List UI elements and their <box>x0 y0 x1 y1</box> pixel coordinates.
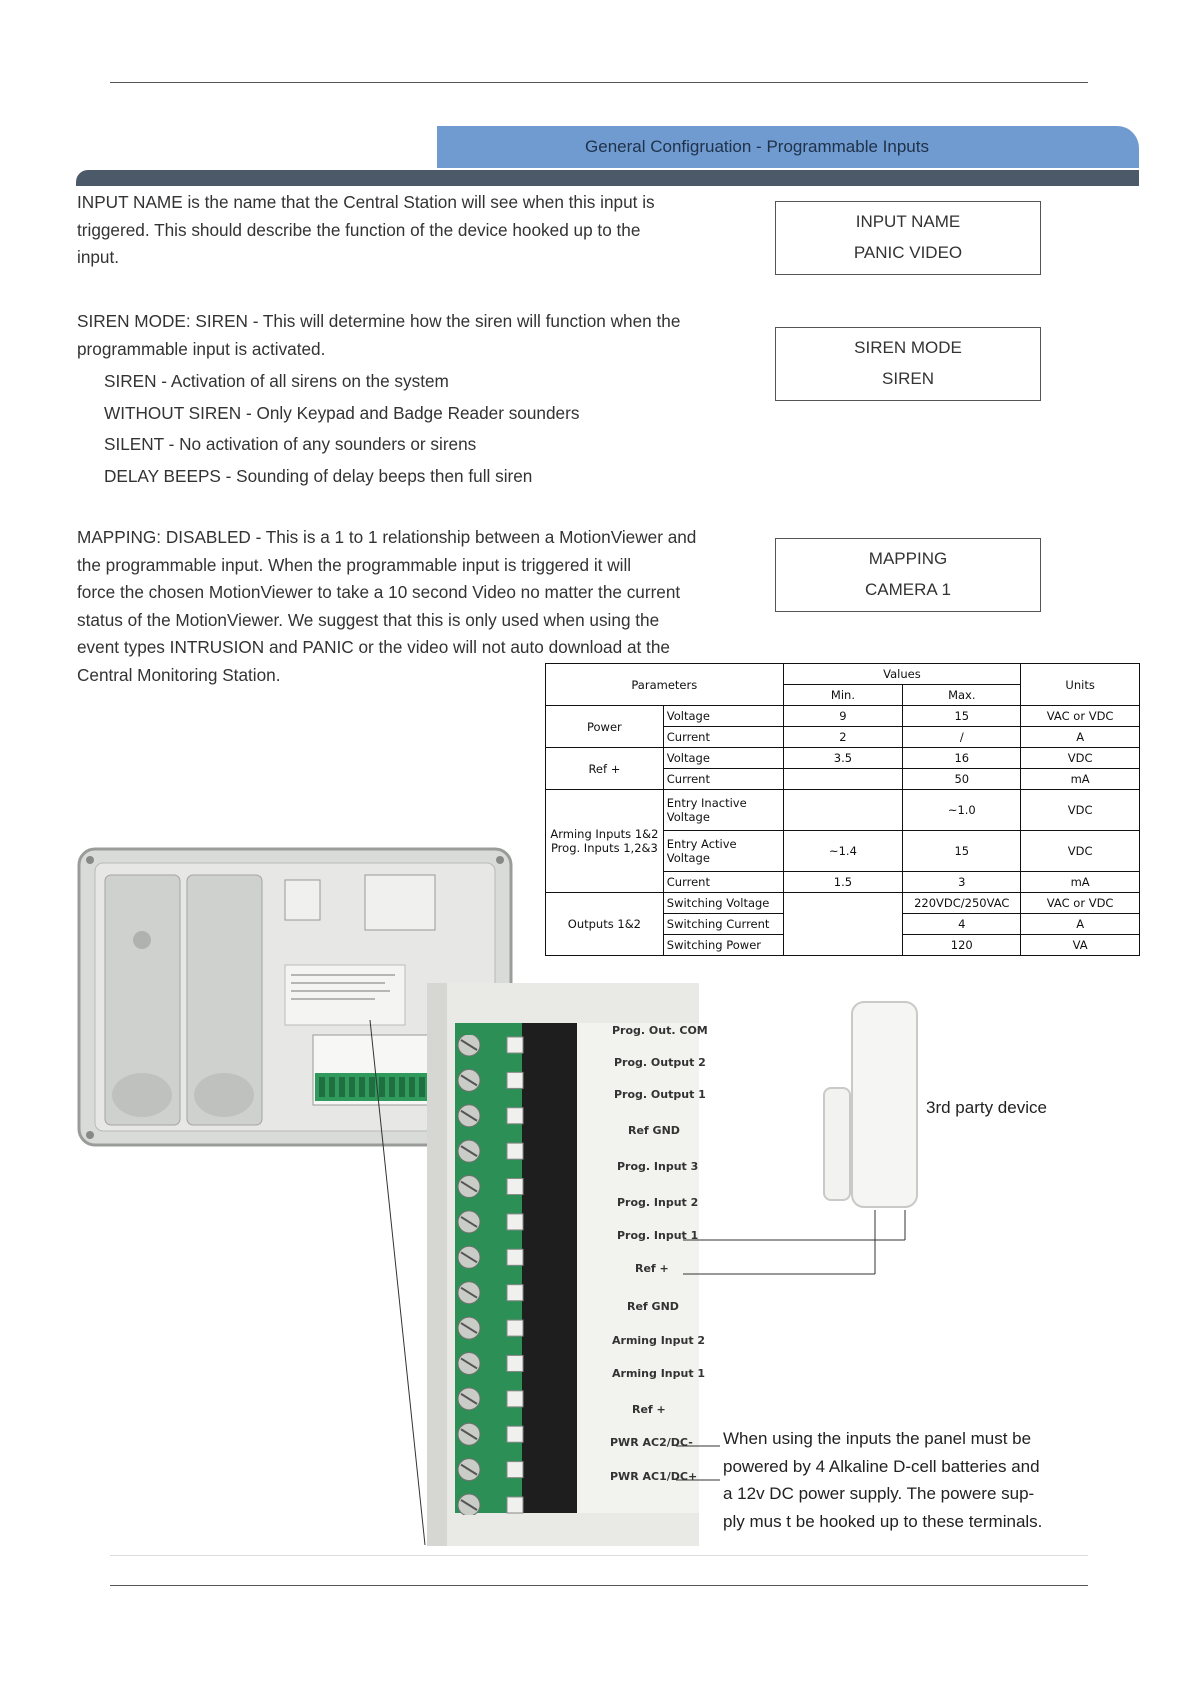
group-arming-line: Prog. Inputs 1,2&3 <box>550 841 658 855</box>
min-cell: 9 <box>783 706 903 727</box>
group-power: Power <box>546 706 664 748</box>
terminal-label: Prog. Output 1 <box>614 1088 706 1101</box>
terminal-pin <box>507 1143 523 1159</box>
table-row <box>546 790 1140 831</box>
param-cell: Switching Current <box>663 914 783 935</box>
param-cell: Current <box>663 872 783 893</box>
text-line: the programmable input. When the programmable input is triggered it will <box>77 554 632 575</box>
bottom-rule <box>110 1585 1088 1586</box>
table-row <box>546 748 1140 769</box>
text-line: a 12v DC power supply. The powere sup- <box>723 1484 1035 1503</box>
terminal-pin <box>507 1320 523 1336</box>
group-outputs: Outputs 1&2 <box>546 893 664 956</box>
header-max: Max. <box>903 685 1021 706</box>
units-cell: VAC or VDC <box>1021 893 1140 914</box>
max-cell: / <box>903 727 1021 748</box>
max-cell: 15 <box>903 706 1021 727</box>
max-cell: 220VDC/250VAC <box>903 893 1021 914</box>
terminal-pin <box>507 1355 523 1371</box>
terminal-label: Ref GND <box>628 1124 680 1137</box>
input-name-label: INPUT NAME <box>855 212 961 231</box>
param-cell: Voltage <box>663 748 783 769</box>
terminal-label: Prog. Output 2 <box>614 1056 706 1069</box>
min-cell: ~1.4 <box>783 831 903 872</box>
param-cell: Voltage <box>663 706 783 727</box>
page-title: General Configruation - Programmable Inputs <box>585 137 929 156</box>
max-cell: 16 <box>903 748 1021 769</box>
siren-option: DELAY BEEPS - Sounding of delay beeps then full siren <box>104 465 533 486</box>
banner-bar <box>76 170 1139 186</box>
units-cell: VA <box>1021 935 1140 956</box>
terminal-pin <box>507 1072 523 1088</box>
siren-mode-options <box>104 366 579 492</box>
units-cell: VDC <box>1021 790 1140 831</box>
power-note <box>723 1425 1042 1535</box>
terminal-label: Prog. Input 1 <box>617 1229 699 1242</box>
text-line: status of the MotionViewer. We suggest that this is only used when using the <box>77 609 660 630</box>
terminal-pin <box>507 1391 523 1407</box>
text-line: When using the inputs the panel must be <box>723 1429 1032 1448</box>
min-cell <box>783 769 903 790</box>
text-line: Central Monitoring Station. <box>77 664 281 685</box>
group-arming <box>546 790 664 893</box>
terminal-label: PWR AC1/DC+ <box>610 1470 698 1483</box>
text-line: force the chosen MotionViewer to take a 10 second Video no matter the current <box>77 582 681 602</box>
siren-mode-label: SIREN MODE <box>854 338 962 357</box>
min-cell <box>783 790 903 831</box>
units-cell: mA <box>1021 769 1140 790</box>
terminal-label: PWR AC2/DC- <box>610 1436 693 1449</box>
max-cell: 15 <box>903 831 1021 872</box>
header-parameters: Parameters <box>546 664 784 706</box>
units-cell: A <box>1021 727 1140 748</box>
param-cell: Switching Voltage <box>663 893 783 914</box>
siren-mode-description <box>77 308 680 363</box>
terminal-label: Prog. Out. COM <box>612 1024 708 1037</box>
text-line: INPUT NAME is the name that the Central Station will see when this input is <box>77 192 655 212</box>
param-cell: Switching Power <box>663 935 783 956</box>
input-name-box <box>775 201 1041 275</box>
param-cell: Current <box>663 769 783 790</box>
param-cell: Entry Active Voltage <box>663 831 783 872</box>
siren-option: SILENT - No activation of any sounders or sirens <box>104 434 477 454</box>
units-cell: VDC <box>1021 748 1140 769</box>
terminal-pin <box>507 1214 523 1230</box>
max-cell: ~1.0 <box>903 790 1021 831</box>
header-min: Min. <box>783 685 903 706</box>
terminal-label: Ref + <box>632 1403 666 1416</box>
siren-mode-box <box>775 327 1041 401</box>
terminal-screws <box>455 1035 535 1515</box>
terminal-pin <box>507 1285 523 1301</box>
min-cell: 3.5 <box>783 748 903 769</box>
mapping-label: MAPPING <box>868 549 948 568</box>
terminal-label: Ref + <box>635 1262 669 1275</box>
table-row <box>546 706 1140 727</box>
device-label: 3rd party device <box>926 1098 1047 1117</box>
terminal-pin <box>507 1249 523 1265</box>
header-units: Units <box>1021 664 1140 706</box>
siren-option: SIREN - Activation of all sirens on the system <box>104 371 449 391</box>
terminal-pin <box>507 1179 523 1195</box>
max-cell: 4 <box>903 914 1021 935</box>
terminal-label: Prog. Input 3 <box>617 1160 699 1173</box>
units-cell: VDC <box>1021 831 1140 872</box>
table-row <box>546 893 1140 914</box>
mapping-box <box>775 538 1041 612</box>
input-name-description <box>77 189 655 272</box>
text-line: MAPPING: DISABLED - This is a 1 to 1 relationship between a MotionViewer and <box>77 527 697 547</box>
text-line: ply mus t be hooked up to these terminals. <box>723 1511 1043 1531</box>
siren-mode-value: SIREN <box>882 369 934 388</box>
terminal-pin <box>507 1462 523 1478</box>
door-sensor-photo <box>820 1000 925 1215</box>
max-cell: 3 <box>903 872 1021 893</box>
table-header-row <box>546 664 1140 685</box>
terminal-label: Ref GND <box>627 1300 679 1313</box>
terminal-label: Arming Input 2 <box>612 1334 706 1347</box>
text-line: triggered. This should describe the function of the device hooked up to the <box>77 219 641 240</box>
max-cell: 120 <box>903 935 1021 956</box>
terminal-pin <box>507 1108 523 1124</box>
text-line: programmable input is activated. <box>77 338 326 359</box>
min-cell: 2 <box>783 727 903 748</box>
top-rule <box>110 82 1088 83</box>
door-sensor-illustration <box>820 1000 925 1215</box>
mapping-value: CAMERA 1 <box>865 580 951 599</box>
terminal-pin <box>507 1426 523 1442</box>
units-cell: mA <box>1021 872 1140 893</box>
units-cell: VAC or VDC <box>1021 706 1140 727</box>
terminal-label: Prog. Input 2 <box>617 1196 699 1209</box>
text-line: SIREN MODE: SIREN - This will determine how the siren will function when the <box>77 311 681 331</box>
bottom-rule-light <box>110 1555 1088 1556</box>
text-line: input. <box>77 247 120 267</box>
terminal-label: Arming Input 1 <box>612 1367 706 1380</box>
terminal-pin <box>507 1497 523 1513</box>
header-values: Values <box>783 664 1021 685</box>
max-cell: 50 <box>903 769 1021 790</box>
input-name-value: PANIC VIDEO <box>853 243 963 262</box>
electrical-spec-table <box>545 663 1140 956</box>
text-line: event types INTRUSION and PANIC or the video will not auto download at the <box>77 637 670 657</box>
terminal-pin <box>507 1037 523 1053</box>
param-cell: Current <box>663 727 783 748</box>
units-cell: A <box>1021 914 1140 935</box>
min-cell <box>783 893 903 956</box>
text-line: powered by 4 Alkaline D-cell batteries and <box>723 1456 1040 1476</box>
param-cell: Entry Inactive Voltage <box>663 790 783 831</box>
siren-option: WITHOUT SIREN - Only Keypad and Badge Reader sounders <box>104 402 580 423</box>
group-ref: Ref + <box>546 748 664 790</box>
min-cell: 1.5 <box>783 872 903 893</box>
group-arming-line: Arming Inputs 1&2 <box>550 827 659 841</box>
